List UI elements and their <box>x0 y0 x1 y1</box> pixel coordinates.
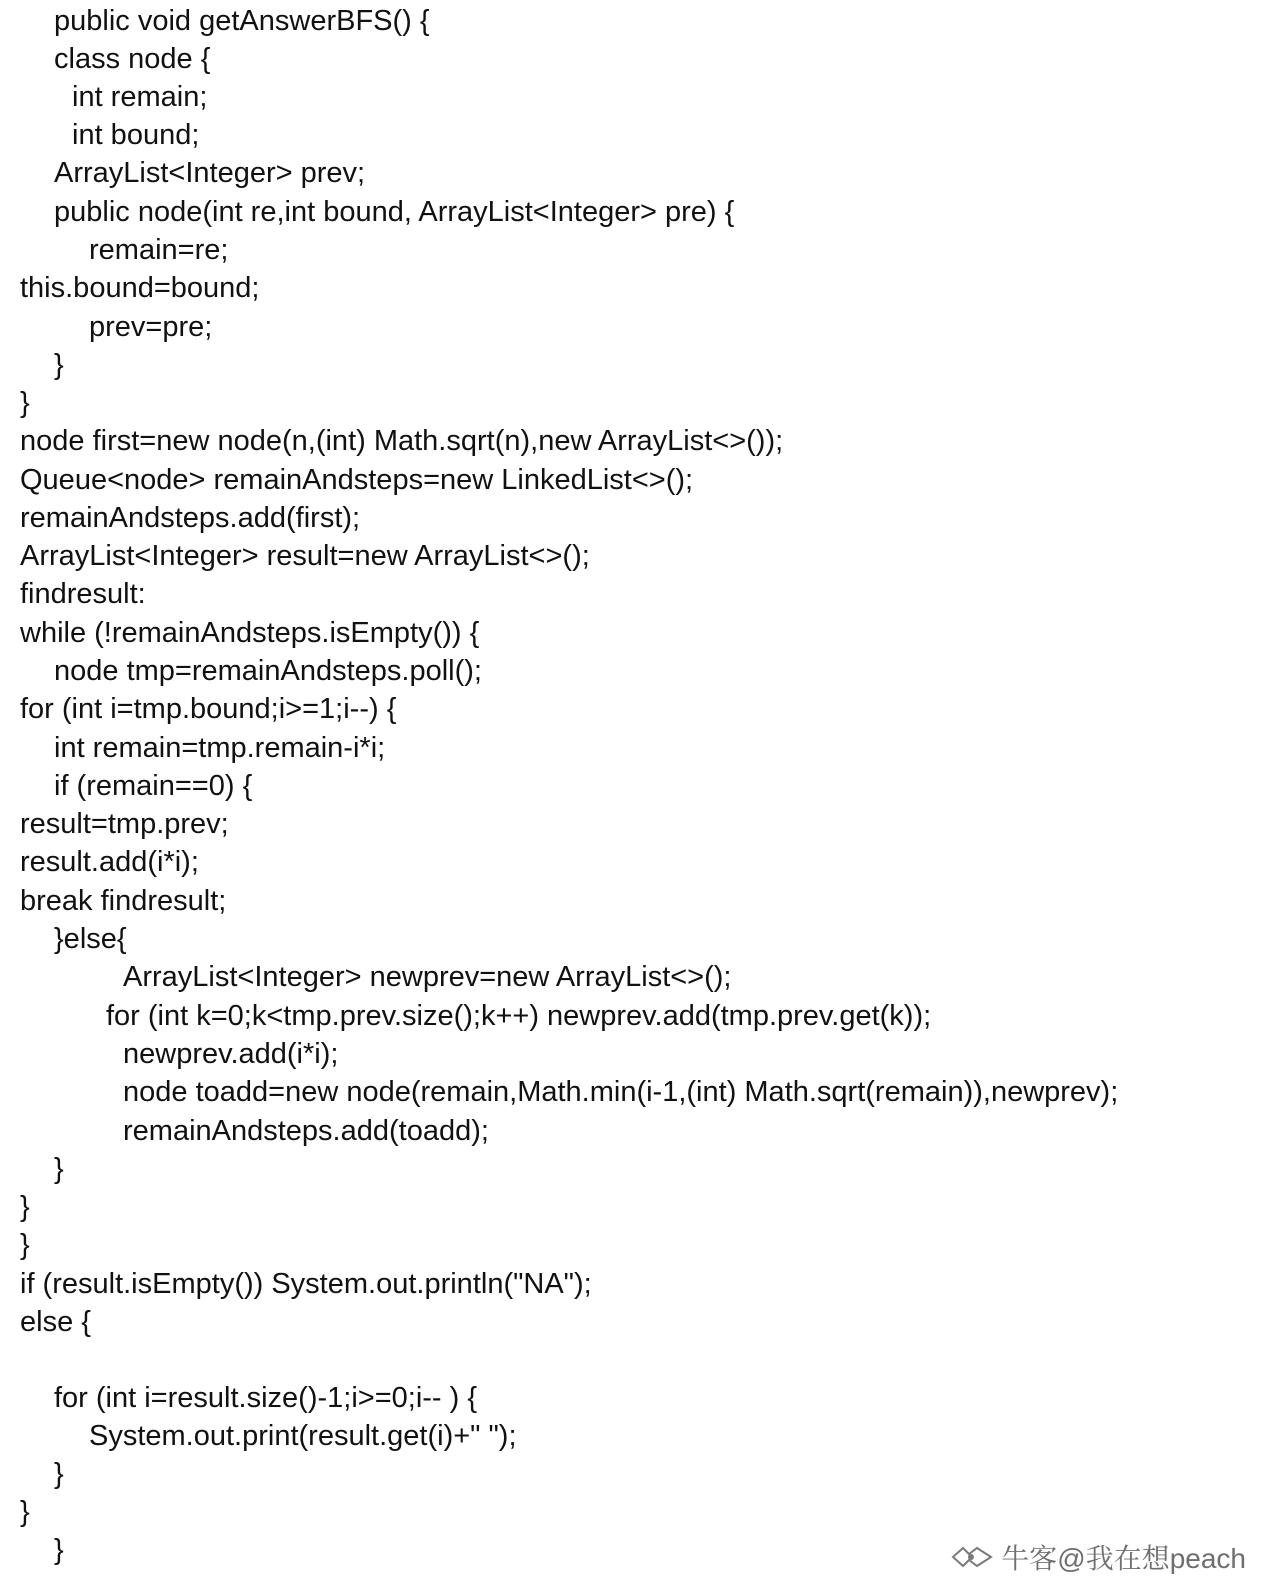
code-line: result=tmp.prev; <box>20 808 229 840</box>
code-line: public void getAnswerBFS() { <box>54 5 430 37</box>
code-line: prev=pre; <box>89 311 213 343</box>
code-line: } <box>20 1496 30 1528</box>
code-line: for (int i=tmp.bound;i>=1;i--) { <box>20 693 397 725</box>
code-line: else { <box>20 1306 91 1338</box>
code-line: this.bound=bound; <box>20 272 260 304</box>
code-line: if (remain==0) { <box>54 770 253 802</box>
code-line: int bound; <box>72 119 200 151</box>
code-line: node tmp=remainAndsteps.poll(); <box>54 655 482 687</box>
code-line: ArrayList<Integer> prev; <box>54 157 366 189</box>
code-line: }else{ <box>54 923 127 955</box>
code-line: if (result.isEmpty()) System.out.println("NA"); <box>20 1268 592 1300</box>
code-line: remainAndsteps.add(first); <box>20 502 361 534</box>
code-line: } <box>54 349 64 381</box>
code-line: remain=re; <box>89 234 229 266</box>
code-line: break findresult; <box>20 885 227 917</box>
code-line: node first=new node(n,(int) Math.sqrt(n),new ArrayList<>()); <box>20 425 784 457</box>
code-line: class node { <box>54 43 211 75</box>
code-line: result.add(i*i); <box>20 846 199 878</box>
code-line: for (int k=0;k<tmp.prev.size();k++) newprev.add(tmp.prev.get(k)); <box>106 1000 932 1032</box>
code-line: int remain; <box>72 81 208 113</box>
code-line: remainAndsteps.add(toadd); <box>123 1115 489 1147</box>
nowcoder-logo-icon <box>949 1544 995 1570</box>
code-line: node toadd=new node(remain,Math.min(i-1,(int) Math.sqrt(remain)),newprev); <box>123 1076 1119 1108</box>
code-line: } <box>54 1534 64 1566</box>
code-line: while (!remainAndsteps.isEmpty()) { <box>20 617 480 649</box>
code-line: } <box>20 1229 30 1261</box>
code-line: ArrayList<Integer> newprev=new ArrayList<>(); <box>123 961 732 993</box>
code-line: int remain=tmp.remain-i*i; <box>54 732 386 764</box>
code-line: Queue<node> remainAndsteps=new LinkedList<>(); <box>20 464 694 496</box>
watermark-text: 牛客@我在想peach <box>1001 1543 1246 1574</box>
code-line: ArrayList<Integer> result=new ArrayList<>(); <box>20 540 590 572</box>
code-line: } <box>20 1191 30 1223</box>
code-line: newprev.add(i*i); <box>123 1038 339 1070</box>
code-line: public node(int re,int bound, ArrayList<Integer> pre) { <box>54 196 735 228</box>
code-line: } <box>20 387 30 419</box>
code-line: } <box>54 1153 64 1185</box>
code-line: System.out.print(result.get(i)+" "); <box>89 1420 517 1452</box>
watermark <box>949 1537 1246 1577</box>
code-line: for (int i=result.size()-1;i>=0;i-- ) { <box>54 1382 478 1414</box>
code-line: findresult: <box>20 578 146 610</box>
code-line: } <box>54 1458 64 1490</box>
